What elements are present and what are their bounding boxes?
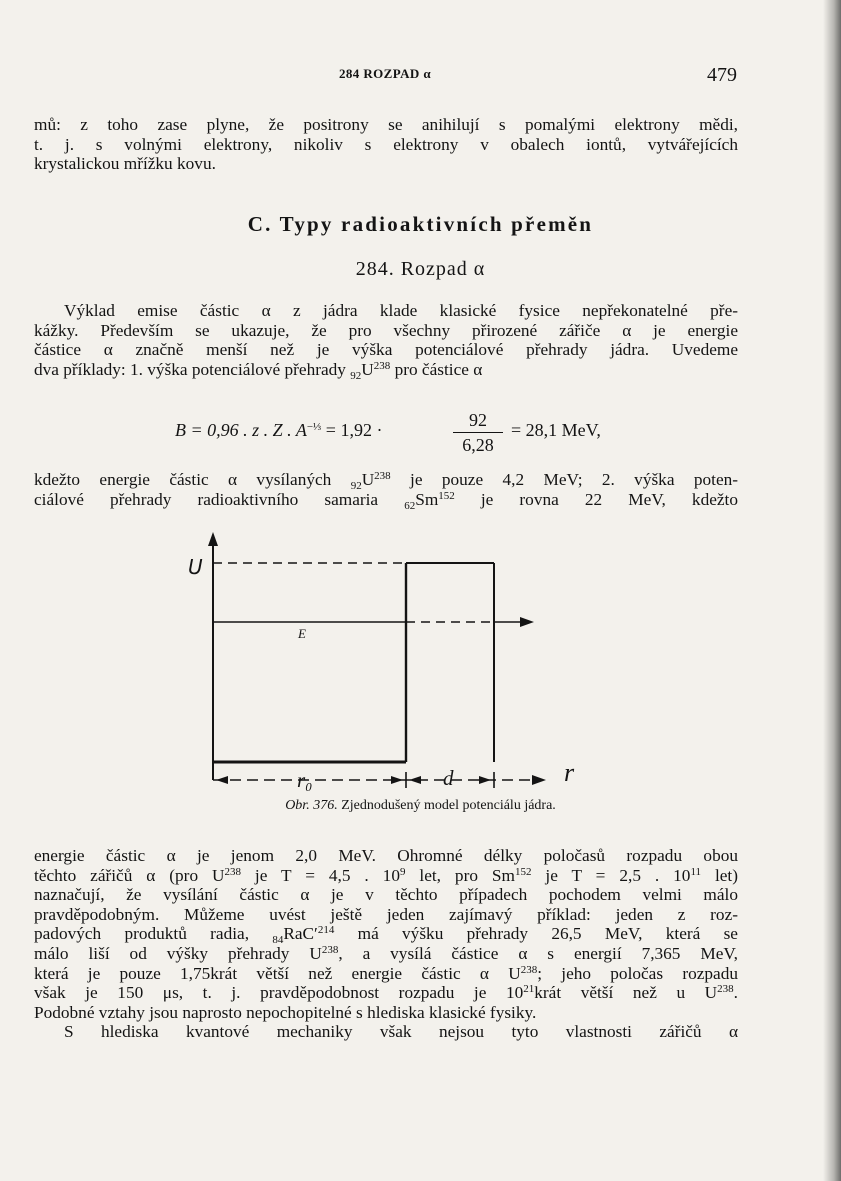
- page-edge-shadow: [823, 0, 841, 1181]
- label-e: E: [298, 626, 306, 641]
- section-heading: C. Typy radioaktivních přeměn: [247, 212, 594, 236]
- text-line: t. j. s volnými elektrony, nikoliv s elektrony v obalech iontů, vytvářejících: [34, 134, 738, 154]
- d-left-arrowhead: [409, 776, 421, 784]
- subsection-heading: 284. Rozpad α: [355, 258, 486, 280]
- fraction-numerator: 92: [469, 410, 487, 430]
- text-line: padových produktů radia, $_{84}RaC'^{214}$ má výšku přehrady 26,5 MeV, která se: [34, 924, 738, 947]
- text-line: S hlediska kvantové mechaniky však nejsou tyto vlastnosti zářičů α: [64, 1022, 738, 1042]
- formula-fraction: [453, 410, 503, 455]
- paragraph-intro: [34, 115, 738, 174]
- page-number: 479: [707, 64, 737, 86]
- fraction-bar: [453, 432, 503, 433]
- label-d: d: [443, 766, 454, 790]
- text-line: však je 150 μs, t. j. pravděpodobnost rozpadu je $10^{21}krát$ větší než u $U^{238}$.: [34, 983, 738, 1003]
- text-line: ciálové přehrady radioaktivního samaria $_{62}Sm^{152}$ je rovna 22 MeV, kdežto: [34, 489, 738, 512]
- text-line: mů: z toho zase plyne, že positrony se anihilují s pomalými elektrony mědi,: [34, 115, 738, 134]
- text-line: Výklad emise částic α z jádra klade klasické fysice nepřekonatelné pře-: [64, 301, 738, 320]
- r0-right-arrowhead: [391, 776, 403, 784]
- label-r: r: [564, 758, 575, 787]
- text-line: málo liší od výšky přehrady $U^{238}$, a vysílá částice α s energií 7,365 MeV,: [34, 943, 738, 963]
- fraction-denominator: 6,28: [462, 435, 494, 455]
- running-head: 284 ROZPAD α: [339, 66, 431, 81]
- energy-arrowhead: [520, 617, 534, 627]
- r0-left-arrowhead: [216, 776, 228, 784]
- text-line: pravděpodobným. Můžeme uvést ještě jeden zajímavý příklad: jeden z roz-: [34, 904, 738, 924]
- u-axis-arrowhead: [208, 532, 218, 546]
- text-line: krystalickou mřížku kovu.: [34, 154, 216, 174]
- formula-rhs: = 28,1 MeV,: [511, 420, 601, 440]
- formula-lhs: B = 0,96 . z . Z . $A^{-\frac{1}{3}} = 1,92$ ·: [175, 420, 383, 440]
- page-header: [0, 64, 841, 88]
- barrier-formula: [175, 410, 645, 458]
- text-line: dva příklady: 1. výška potenciálové přehrady $_{92}U^{238}$ pro částice α: [34, 359, 483, 382]
- text-line: těchto zářičů α (pro $U^{238}$ je T = 4,5 . $10^9$ let, pro Sm$^{152}$ je T = 2,5 . $10^{11}$ let): [34, 865, 738, 885]
- paragraph-alpha-decay: [34, 301, 738, 382]
- text-line: kážky. Především se ukazuje, že pro všechny přirozené zářiče α je energie: [34, 320, 738, 340]
- d-right-arrowhead: [479, 776, 491, 784]
- figure-caption-text: Zjednodušený model potenciálu jádra.: [341, 798, 556, 813]
- label-u: U: [188, 555, 203, 579]
- text-line: Podobné vztahy jsou naprosto nepochopitelné s hlediska klasické fysiky.: [34, 1002, 537, 1022]
- paragraph-samarium: [34, 470, 739, 512]
- text-line: částice α značně menší než je výška potenciálové přehrady jádra. Uvedeme: [34, 340, 738, 360]
- label-r0: r₀: [297, 768, 313, 792]
- figure-caption: [0, 798, 841, 814]
- text-line: kdežto energie částic α vysílaných $_{92}U^{238}$ je pouze 4,2 MeV; 2. výška poten-: [34, 470, 739, 492]
- r-axis-arrowhead: [532, 775, 546, 785]
- text-line: energie částic α je jenom 2,0 MeV. Ohromné délky poločasů rozpadu obou: [34, 846, 738, 865]
- text-line: která je pouze 1,75krát větší než energie částic α $U^{238}$; jeho poločas rozpadu: [34, 963, 738, 983]
- paragraph-half-lives: [34, 846, 738, 1042]
- text-line: naznačují, že vysílání částic α je v těchto případech pochodem velmi málo: [34, 885, 738, 905]
- figure-number: Obr. 376.: [285, 798, 338, 813]
